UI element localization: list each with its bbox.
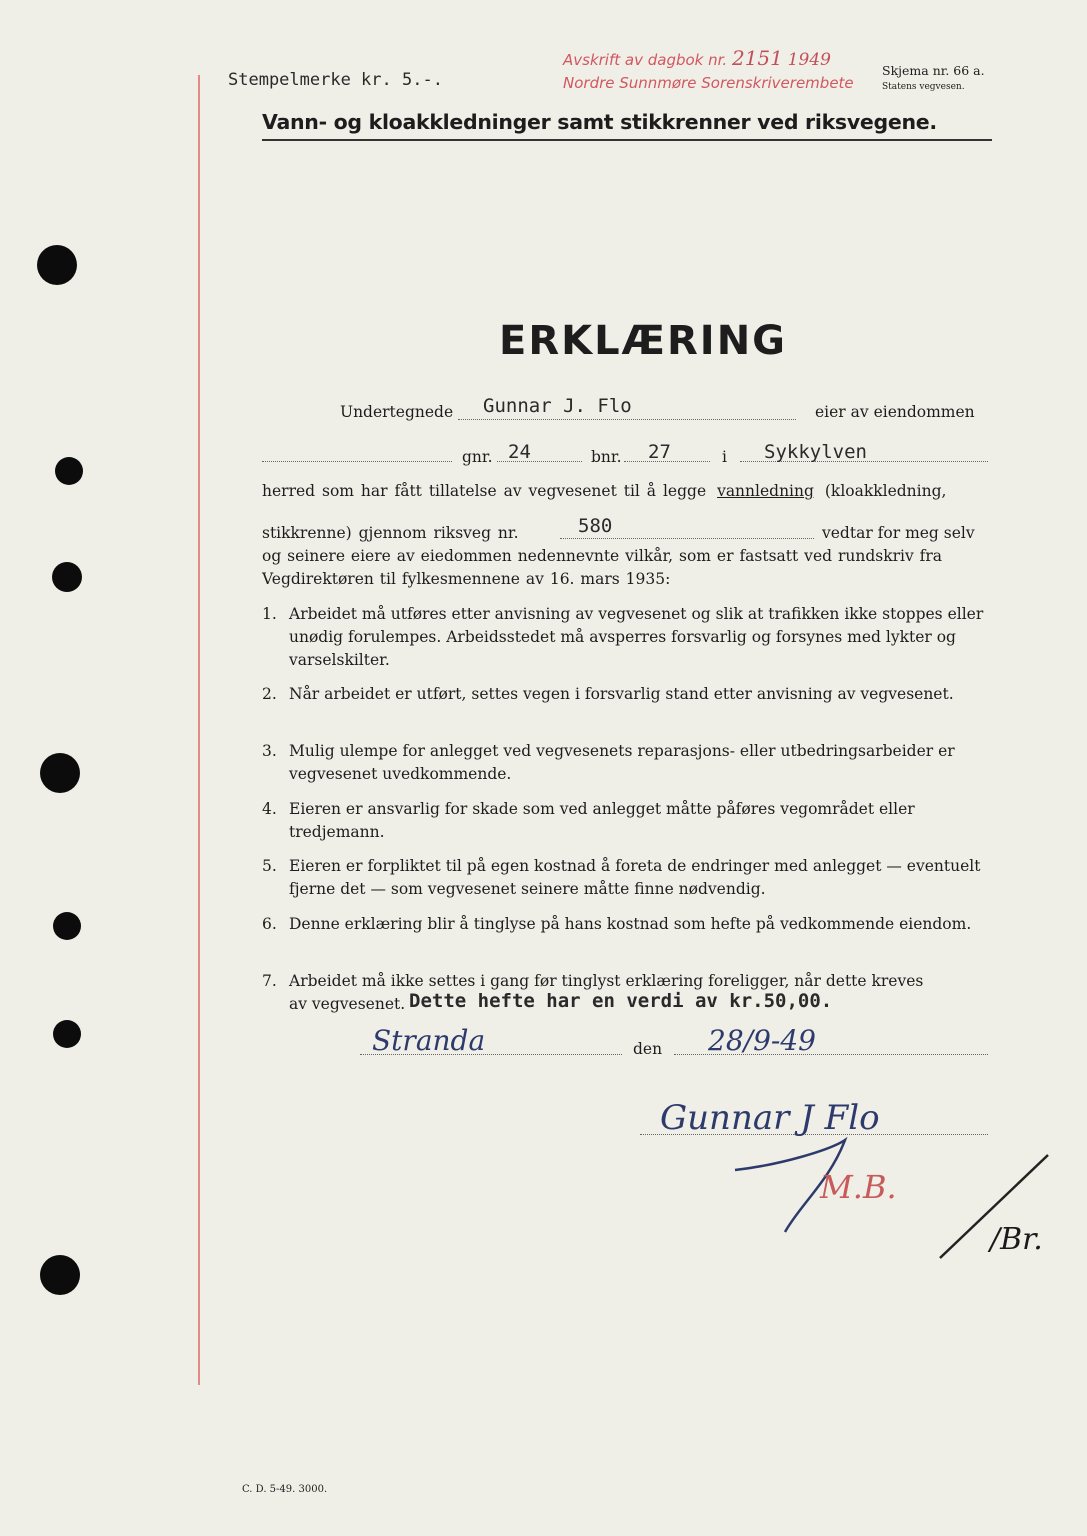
document-title: ERKLÆRING xyxy=(499,318,787,364)
road-number: 580 xyxy=(578,515,613,537)
condition-number: 2. xyxy=(262,685,277,703)
dagbok-year: 1949 xyxy=(787,50,831,70)
condition-number: 5. xyxy=(262,857,277,875)
date-handwritten: 28/9-49 xyxy=(708,1024,816,1057)
permission-type: vannledning xyxy=(717,482,814,500)
value-note: Dette hefte har en verdi av kr.50,00. xyxy=(409,990,833,1012)
condition-text: Mulig ulempe for anlegget ved vegvesenets reparasjons- eller utbedringsarbeider er vegvesenet uvedkommende. xyxy=(289,742,955,783)
form-id: Skjema nr. 66 a. xyxy=(882,63,985,78)
owner-label: eier av eiendommen xyxy=(815,403,975,421)
condition-text: Når arbeidet er utført, settes vegen i forsvarlig stand etter anvisning av vegvesenet. xyxy=(289,685,954,703)
stamp-tax-note: Stempelmerke kr. 5.-. xyxy=(228,70,443,90)
bnr-value: 27 xyxy=(648,441,671,463)
in-label: i xyxy=(722,448,727,466)
condition-number: 6. xyxy=(262,915,277,933)
condition-text: Arbeidet må ikke settes i gang før tinglyst erklæring foreligger, når dette kreves xyxy=(289,972,924,990)
condition-number: 7. xyxy=(262,972,277,990)
dagbok-label: Avskrift av dagbok nr. xyxy=(563,51,728,69)
permission-text-after: (kloakkledning, xyxy=(824,482,947,500)
form-issuer: Statens vegvesen. xyxy=(882,82,965,92)
gnr-value: 24 xyxy=(508,441,531,463)
date-label: den xyxy=(633,1040,663,1058)
road-text-after: vedtar for meg selv xyxy=(822,524,975,542)
office-stamp: Nordre Sunnmøre Sorenskriverembete xyxy=(563,74,854,92)
gnr-label: gnr. xyxy=(462,448,493,466)
condition-number: 4. xyxy=(262,800,277,818)
place-handwritten: Stranda xyxy=(372,1024,486,1057)
condition-text: Eieren er forpliktet til på egen kostnad å foreta de endringer med anlegget — eventuelt fjerne det — som vegvesenet seinere måtte finne nødvendig. xyxy=(289,857,981,898)
intro-line-3: Vegdirektøren til fylkesmennene av 16. mars 1935: xyxy=(262,570,671,588)
condition-text: Eieren er ansvarlig for skade som ved anlegget måtte påføres vegområdet eller tredjemann. xyxy=(289,800,915,841)
black-initials: /Br. xyxy=(990,1222,1043,1257)
dagbok-number: 2151 xyxy=(731,46,783,70)
condition-text: Denne erklæring blir å tinglyse på hans kostnad som hefte på vedkommende eiendom. xyxy=(289,915,972,933)
condition-7-continuation: av vegvesenet. xyxy=(289,995,406,1013)
road-label: stikkrenne) gjennom riksveg nr. xyxy=(262,524,519,542)
red-initials: M.B. xyxy=(820,1168,897,1206)
bnr-label: bnr. xyxy=(591,448,622,466)
condition-text: Arbeidet må utføres etter anvisning av vegvesenet og slik at trafikken ikke stoppes eller unødig forulempes. Arbeidsstedet må avsperres forsvarlig og forsynes med lykter og varselskilter. xyxy=(289,605,984,669)
signatory-label: Undertegnede xyxy=(340,403,454,421)
permission-text-before: herred som har fått tillatelse av vegvesenet til å legge xyxy=(262,482,707,500)
form-subject: Vann- og kloakkledninger samt stikkrenner ved riksvegene. xyxy=(262,110,937,134)
signatory-name: Gunnar J. Flo xyxy=(483,395,632,417)
condition-number: 1. xyxy=(262,605,277,623)
intro-line-2: og seinere eiere av eiedommen nedennevnte vilkår, som er fastsatt ved rundskriv fra xyxy=(262,547,943,565)
footer-code: C. D. 5-49. 3000. xyxy=(242,1484,328,1495)
signature: Gunnar J Flo xyxy=(660,1098,880,1138)
condition-number: 3. xyxy=(262,742,277,760)
municipality: Sykkylven xyxy=(764,441,867,463)
